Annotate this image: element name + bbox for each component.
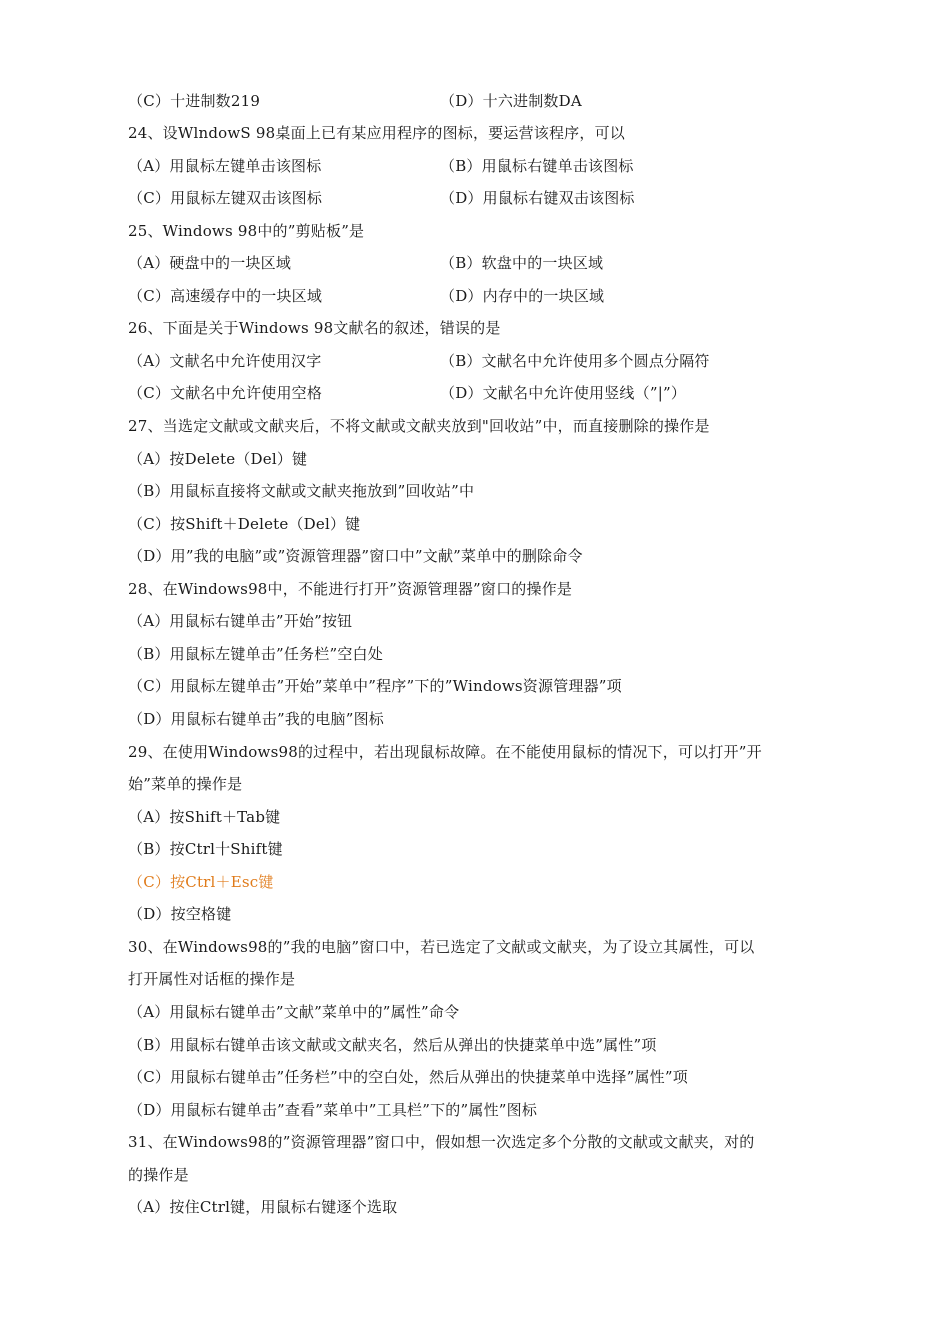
option-25c: （C）高速缓存中的一块区域 bbox=[128, 287, 323, 305]
option-23c: （C）十进制数219 bbox=[128, 92, 261, 110]
option-30a: （A）用鼠标右键单击”文献”菜单中的”属性”命令 bbox=[128, 1003, 460, 1021]
option-29b: （B）按Ctrl十Shift键 bbox=[128, 840, 283, 858]
option-23d: （D）十六进制数DA bbox=[440, 92, 582, 110]
question-27: 27、当选定文献或文献夹后，不将文献或文献夹放到"回收站”中，而直接删除的操作是 bbox=[128, 417, 710, 435]
option-29d: （D）按空格键 bbox=[128, 905, 232, 923]
question-31: 31、在Windows98的”资源管理器”窗口中，假如想一次选定多个分散的文献或文献夹，对的 bbox=[128, 1133, 755, 1151]
option-27a: （A）按Delete（Del）键 bbox=[128, 450, 308, 468]
option-30c: （C）用鼠标右键单击”任务栏”中的空白处，然后从弹出的快捷菜单中选择”属性”项 bbox=[128, 1068, 688, 1086]
option-28b: （B）用鼠标左键单击”任务栏”空白处 bbox=[128, 645, 383, 663]
option-26b: （B）文献名中允许使用多个圆点分隔符 bbox=[440, 352, 710, 370]
question-31-cont: 的操作是 bbox=[128, 1166, 189, 1184]
option-28d: （D）用鼠标右键单击”我的电脑”图标 bbox=[128, 710, 384, 728]
option-24a: （A）用鼠标左键单击该图标 bbox=[128, 157, 322, 175]
option-29a: （A）按Shift＋Tab键 bbox=[128, 808, 281, 826]
question-29: 29、在使用Windows98的过程中，若出现鼠标故障。在不能使用鼠标的情况下，可以打开”开 bbox=[128, 743, 762, 761]
question-30-cont: 打开属性对话框的操作是 bbox=[128, 970, 296, 988]
option-26d: （D）文献名中允许使用竖线（”|”） bbox=[440, 384, 687, 402]
option-28c: （C）用鼠标左键单击”开始”菜单中”程序”下的”Windows资源管理器”项 bbox=[128, 677, 622, 695]
option-30d: （D）用鼠标右键单击”查看”菜单中”工具栏”下的”属性”图标 bbox=[128, 1101, 538, 1119]
option-25b: （B）软盘中的一块区域 bbox=[440, 254, 604, 272]
option-28a: （A）用鼠标右键单击”开始”按钮 bbox=[128, 612, 353, 630]
option-30b: （B）用鼠标右键单击该文献或文献夹名，然后从弹出的快捷菜单中选”属性”项 bbox=[128, 1036, 657, 1054]
option-25a: （A）硬盘中的一块区域 bbox=[128, 254, 292, 272]
question-29-cont: 始”菜单的操作是 bbox=[128, 775, 243, 793]
question-25: 25、Windows 98中的”剪贴板”是 bbox=[128, 222, 365, 240]
option-24d: （D）用鼠标右键双击该图标 bbox=[440, 189, 635, 207]
option-25d: （D）内存中的一块区域 bbox=[440, 287, 605, 305]
question-26: 26、下面是关于Windows 98文献名的叙述，错误的是 bbox=[128, 319, 501, 337]
question-24: 24、设WlndowS 98桌面上已有某应用程序的图标，要运营该程序，可以 bbox=[128, 124, 625, 142]
option-31a: （A）按住Ctrl键，用鼠标右键逐个选取 bbox=[128, 1198, 398, 1216]
option-27d: （D）用”我的电脑”或”资源管理器”窗口中”文献”菜单中的删除命令 bbox=[128, 547, 583, 565]
question-30: 30、在Windows98的”我的电脑”窗口中，若已选定了文献或文献夹，为了设立其属性，可以 bbox=[128, 938, 755, 956]
option-24b: （B）用鼠标右键单击该图标 bbox=[440, 157, 634, 175]
option-26a: （A）文献名中允许使用汉字 bbox=[128, 352, 322, 370]
option-29c-answer: （C）按Ctrl＋Esc键 bbox=[128, 873, 274, 891]
option-27b: （B）用鼠标直接将文献或文献夹拖放到”回收站”中 bbox=[128, 482, 475, 500]
question-28: 28、在Windows98中，不能进行打开”资源管理器”窗口的操作是 bbox=[128, 580, 573, 598]
option-24c: （C）用鼠标左键双击该图标 bbox=[128, 189, 323, 207]
option-26c: （C）文献名中允许使用空格 bbox=[128, 384, 323, 402]
option-27c: （C）按Shift＋Delete（Del）键 bbox=[128, 515, 361, 533]
